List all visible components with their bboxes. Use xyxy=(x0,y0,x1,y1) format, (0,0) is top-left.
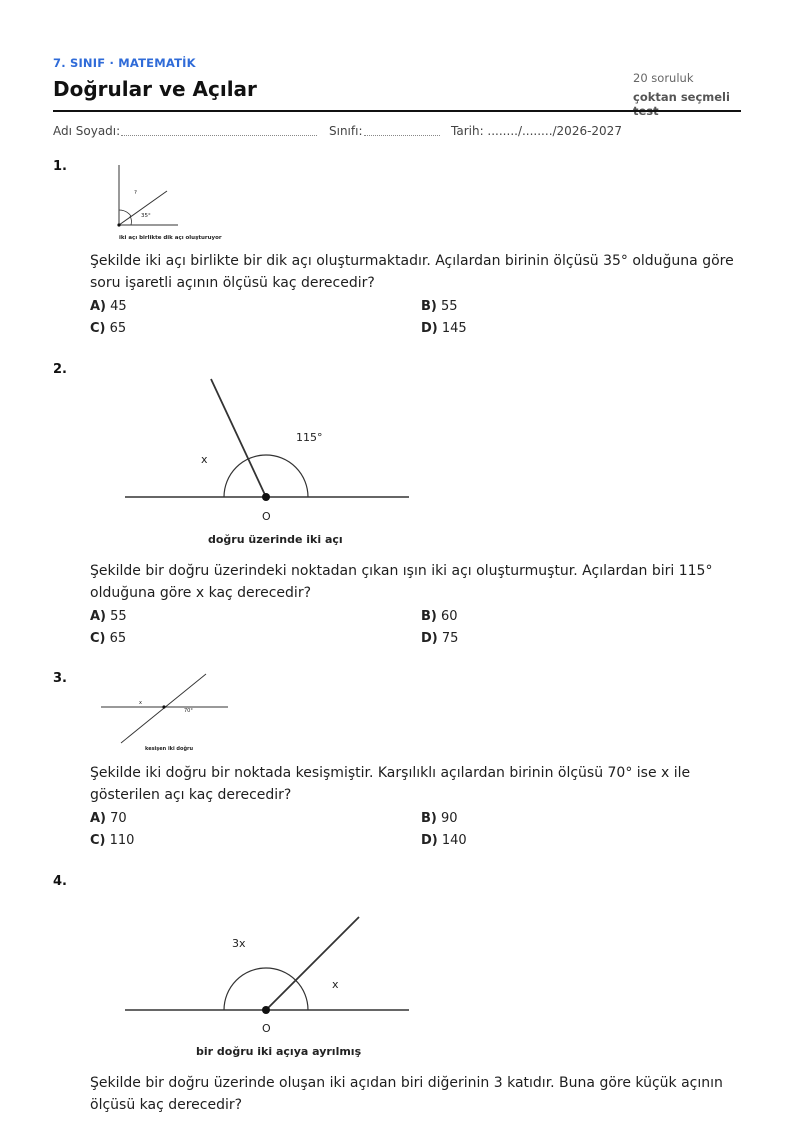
angle-value-label: 35° xyxy=(141,213,151,219)
angle-value-label: 70° xyxy=(184,708,193,714)
option-d[interactable]: D) 140 xyxy=(421,833,467,848)
option-b[interactable]: B) 60 xyxy=(421,609,458,624)
straight-line-ratio-figure xyxy=(120,910,420,1040)
point-label: O xyxy=(262,510,271,523)
option-d[interactable]: D) 75 xyxy=(421,631,459,646)
name-label: Adı Soyadı: xyxy=(53,124,121,138)
option-b[interactable]: B) 90 xyxy=(421,811,458,826)
figure-caption: doğru üzerinde iki açı xyxy=(208,533,343,546)
page-title: Doğrular ve Açılar xyxy=(53,77,257,101)
point-label: O xyxy=(262,1022,271,1035)
question-text: Şekilde iki doğru bir noktada kesişmiştir. Karşılıklı açılardan birinin ölçüsü 70° ise x ile gösterilen açı kaç derecedir? xyxy=(90,765,691,803)
question-text: Şekilde bir doğru üzerinde oluşan iki açıdan biri diğerinin 3 katıdır. Buna göre küçük açının ölçüsü kaç derecedir? xyxy=(90,1075,723,1113)
question-text: Şekilde iki açı birlikte bir dik açı oluşturmaktadır. Açılardan birinin ölçüsü 35° olduğuna göre soru işaretli açının ölçüsü kaç derecedir? xyxy=(90,253,734,291)
option-d[interactable]: D) 145 xyxy=(421,321,467,336)
intersecting-lines-figure xyxy=(98,670,233,750)
option-c[interactable]: C) 110 xyxy=(90,833,135,848)
option-c[interactable]: C) 65 xyxy=(90,631,127,646)
figure-caption: kesişen iki doğru xyxy=(145,746,194,752)
option-a[interactable]: A) 70 xyxy=(90,811,127,826)
unknown-angle-label: x xyxy=(201,453,208,466)
question-text: Şekilde bir doğru üzerindeki noktadan çıkan ışın iki açı oluşturmuştur. Açılardan biri 115° olduğuna göre x kaç derecedir? xyxy=(90,563,713,601)
figure-caption: iki açı birlikte dik açı oluşturuyor xyxy=(119,235,222,241)
test-type: çoktan seçmeli test xyxy=(633,90,730,118)
grade-subject-label: 7. SINIF · MATEMATİK xyxy=(53,56,196,70)
question-number: 4. xyxy=(53,874,67,889)
header-divider xyxy=(53,110,741,112)
name-field[interactable] xyxy=(121,135,317,136)
option-c[interactable]: C) 65 xyxy=(90,321,127,336)
option-b[interactable]: B) 55 xyxy=(421,299,458,314)
unknown-angle-label: x xyxy=(139,700,142,706)
unknown-angle-label: ? xyxy=(134,190,137,196)
question-number: 2. xyxy=(53,362,67,377)
question-count: 20 soruluk xyxy=(633,71,694,85)
question-number: 1. xyxy=(53,159,67,174)
unknown-angle-label: x xyxy=(332,978,339,991)
date-label[interactable]: Tarih: ......../......../2026-2027 xyxy=(451,124,622,138)
question-number: 3. xyxy=(53,671,67,686)
larger-angle-label: 3x xyxy=(232,937,246,950)
figure-caption: bir doğru iki açıya ayrılmış xyxy=(196,1045,362,1058)
class-label: Sınıfı: xyxy=(329,124,363,138)
option-a[interactable]: A) 45 xyxy=(90,299,127,314)
angle-value-label: 115° xyxy=(296,431,323,444)
option-a[interactable]: A) 55 xyxy=(90,609,127,624)
straight-line-angles-figure xyxy=(120,370,420,530)
class-field[interactable] xyxy=(364,135,440,136)
